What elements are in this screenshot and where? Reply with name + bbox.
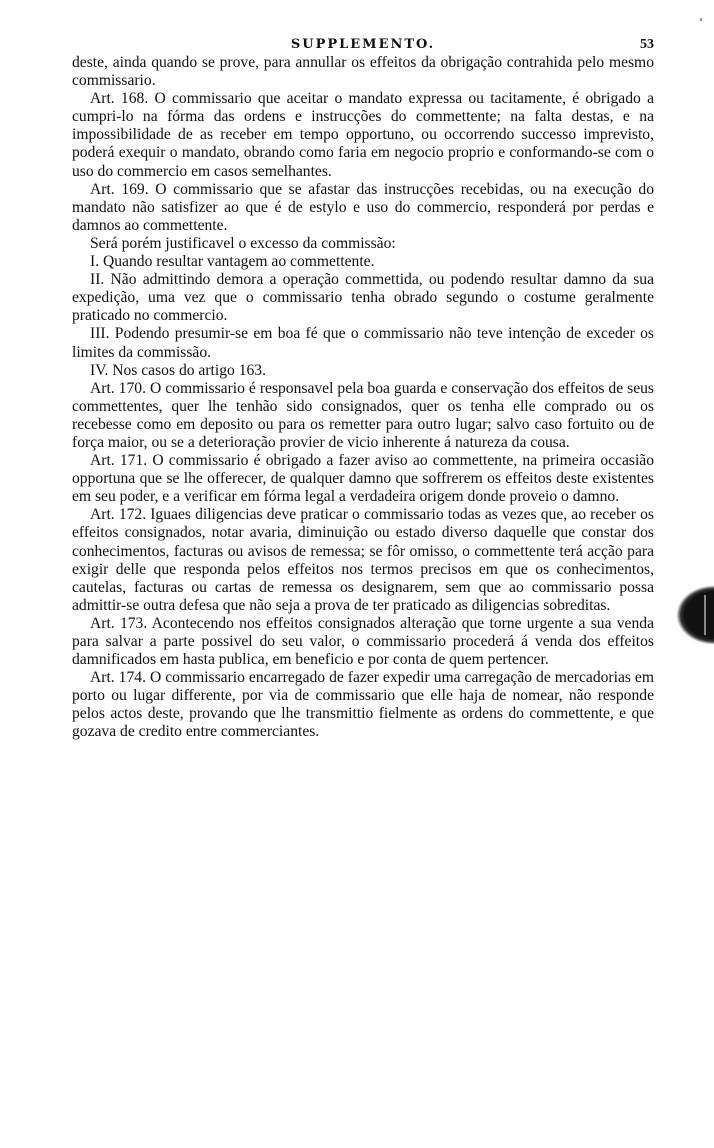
paragraph: deste, ainda quando se prove, para annullar os effeitos da obrigação contrahida pelo mesmo commissario. — [72, 54, 654, 90]
scan-artifact-blot — [676, 585, 714, 645]
article-168: Art. 168. O commissario que aceitar o mandato expressa ou tacitamente, é obrigado a cumpri-lo na fórma das ordens e instrucções do commettente; na falta destas, e na impossibilidade de as receber em tempo opportuno, ou occorrendo successo imprevisto, poderá exequir o mandato, obrando como faria em negocio proprio e conformando-se com o uso do commercio em casos semelhantes. — [72, 90, 654, 180]
article-170: Art. 170. O commissario é responsavel pela boa guarda e conservação dos effeitos de seus commettentes, quer lhe tenhão sido consignados, quer os tenha elle comprado ou os recebesse como em deposito ou para os remetter para outro lugar; salvo caso fortuito ou de força maior, ou se a deterioração provier de vicio inherente á natureza da cousa. — [72, 379, 654, 451]
article-169: Art. 169. O commissario que se afastar das instrucções recebidas, ou na execução do mandato não satisfizer ao que é de estylo e uso do commercio, responderá por perdas e damnos ao commettente. — [72, 180, 654, 234]
article-172: Art. 172. Iguaes diligencias deve praticar o commissario todas as vezes que, ao receber os effeitos consignados, notar avaria, diminuição ou estado diverso daquelle que constar dos conhecimentos, facturas ou avisos de remessa; se fôr omisso, o commettente terá acção para exigir delle que responda pelos effeitos nos termos precisos em que os conhecimentos, cautelas, facturas ou cartas de remessa os designarem, sem que ao commissario possa admittir-se outra defesa que não seja a prova de ter praticado as diligencias sobreditas. — [72, 506, 654, 614]
paragraph: Será porém justificavel o excesso da commissão: — [90, 234, 396, 252]
article-173: Art. 173. Acontecendo nos effeitos consignados alteração que torne urgente a sua venda para salvar a parte possivel do seu valor, o commissario procederá á venda dos effeitos damnificados em hasta publica, em beneficio e por conta de quem pertencer. — [72, 614, 654, 669]
book-page — [72, 36, 654, 742]
running-title: SUPPLEMENTO. — [290, 37, 436, 52]
article-174: Art. 174. O commissario encarregado de fazer expedir uma carregação de mercadorias em porto ou lugar differente, por via de commissario que elle haja de nomear, não responde pelos actos deste, provando que lhe transmittio fielmente as ordens do commettente, e que gozava de credito entre commerciantes. — [72, 669, 654, 741]
list-item-iii: III. Podendo presumir-se em boa fé que o commissario não teve intenção de exceder os limites da commissão. — [72, 325, 654, 361]
print-speck — [700, 18, 702, 21]
page-number: 53 — [640, 37, 654, 52]
list-item-i: I. Quando resultar vantagem ao commettente. — [90, 253, 375, 271]
body-text — [72, 54, 654, 742]
article-171: Art. 171. O commissario é obrigado a fazer aviso ao commettente, na primeira occasião opportuna que se lhe offerecer, de qualquer damno que soffrerem os effeitos deste existentes em seu poder, e a verificar em fórma legal a verdadeira origem donde proveio o damno. — [72, 452, 654, 506]
list-item-iv: IV. Nos casos do artigo 163. — [90, 361, 266, 379]
scan-artifact-stripe — [704, 595, 706, 635]
list-item-ii: II. Não admittindo demora a operação commettida, ou podendo resultar damno da sua expedição, uma vez que o commissario tenha obrado segundo o costume geralmente praticado no commercio. — [72, 271, 654, 325]
running-head — [72, 36, 654, 54]
